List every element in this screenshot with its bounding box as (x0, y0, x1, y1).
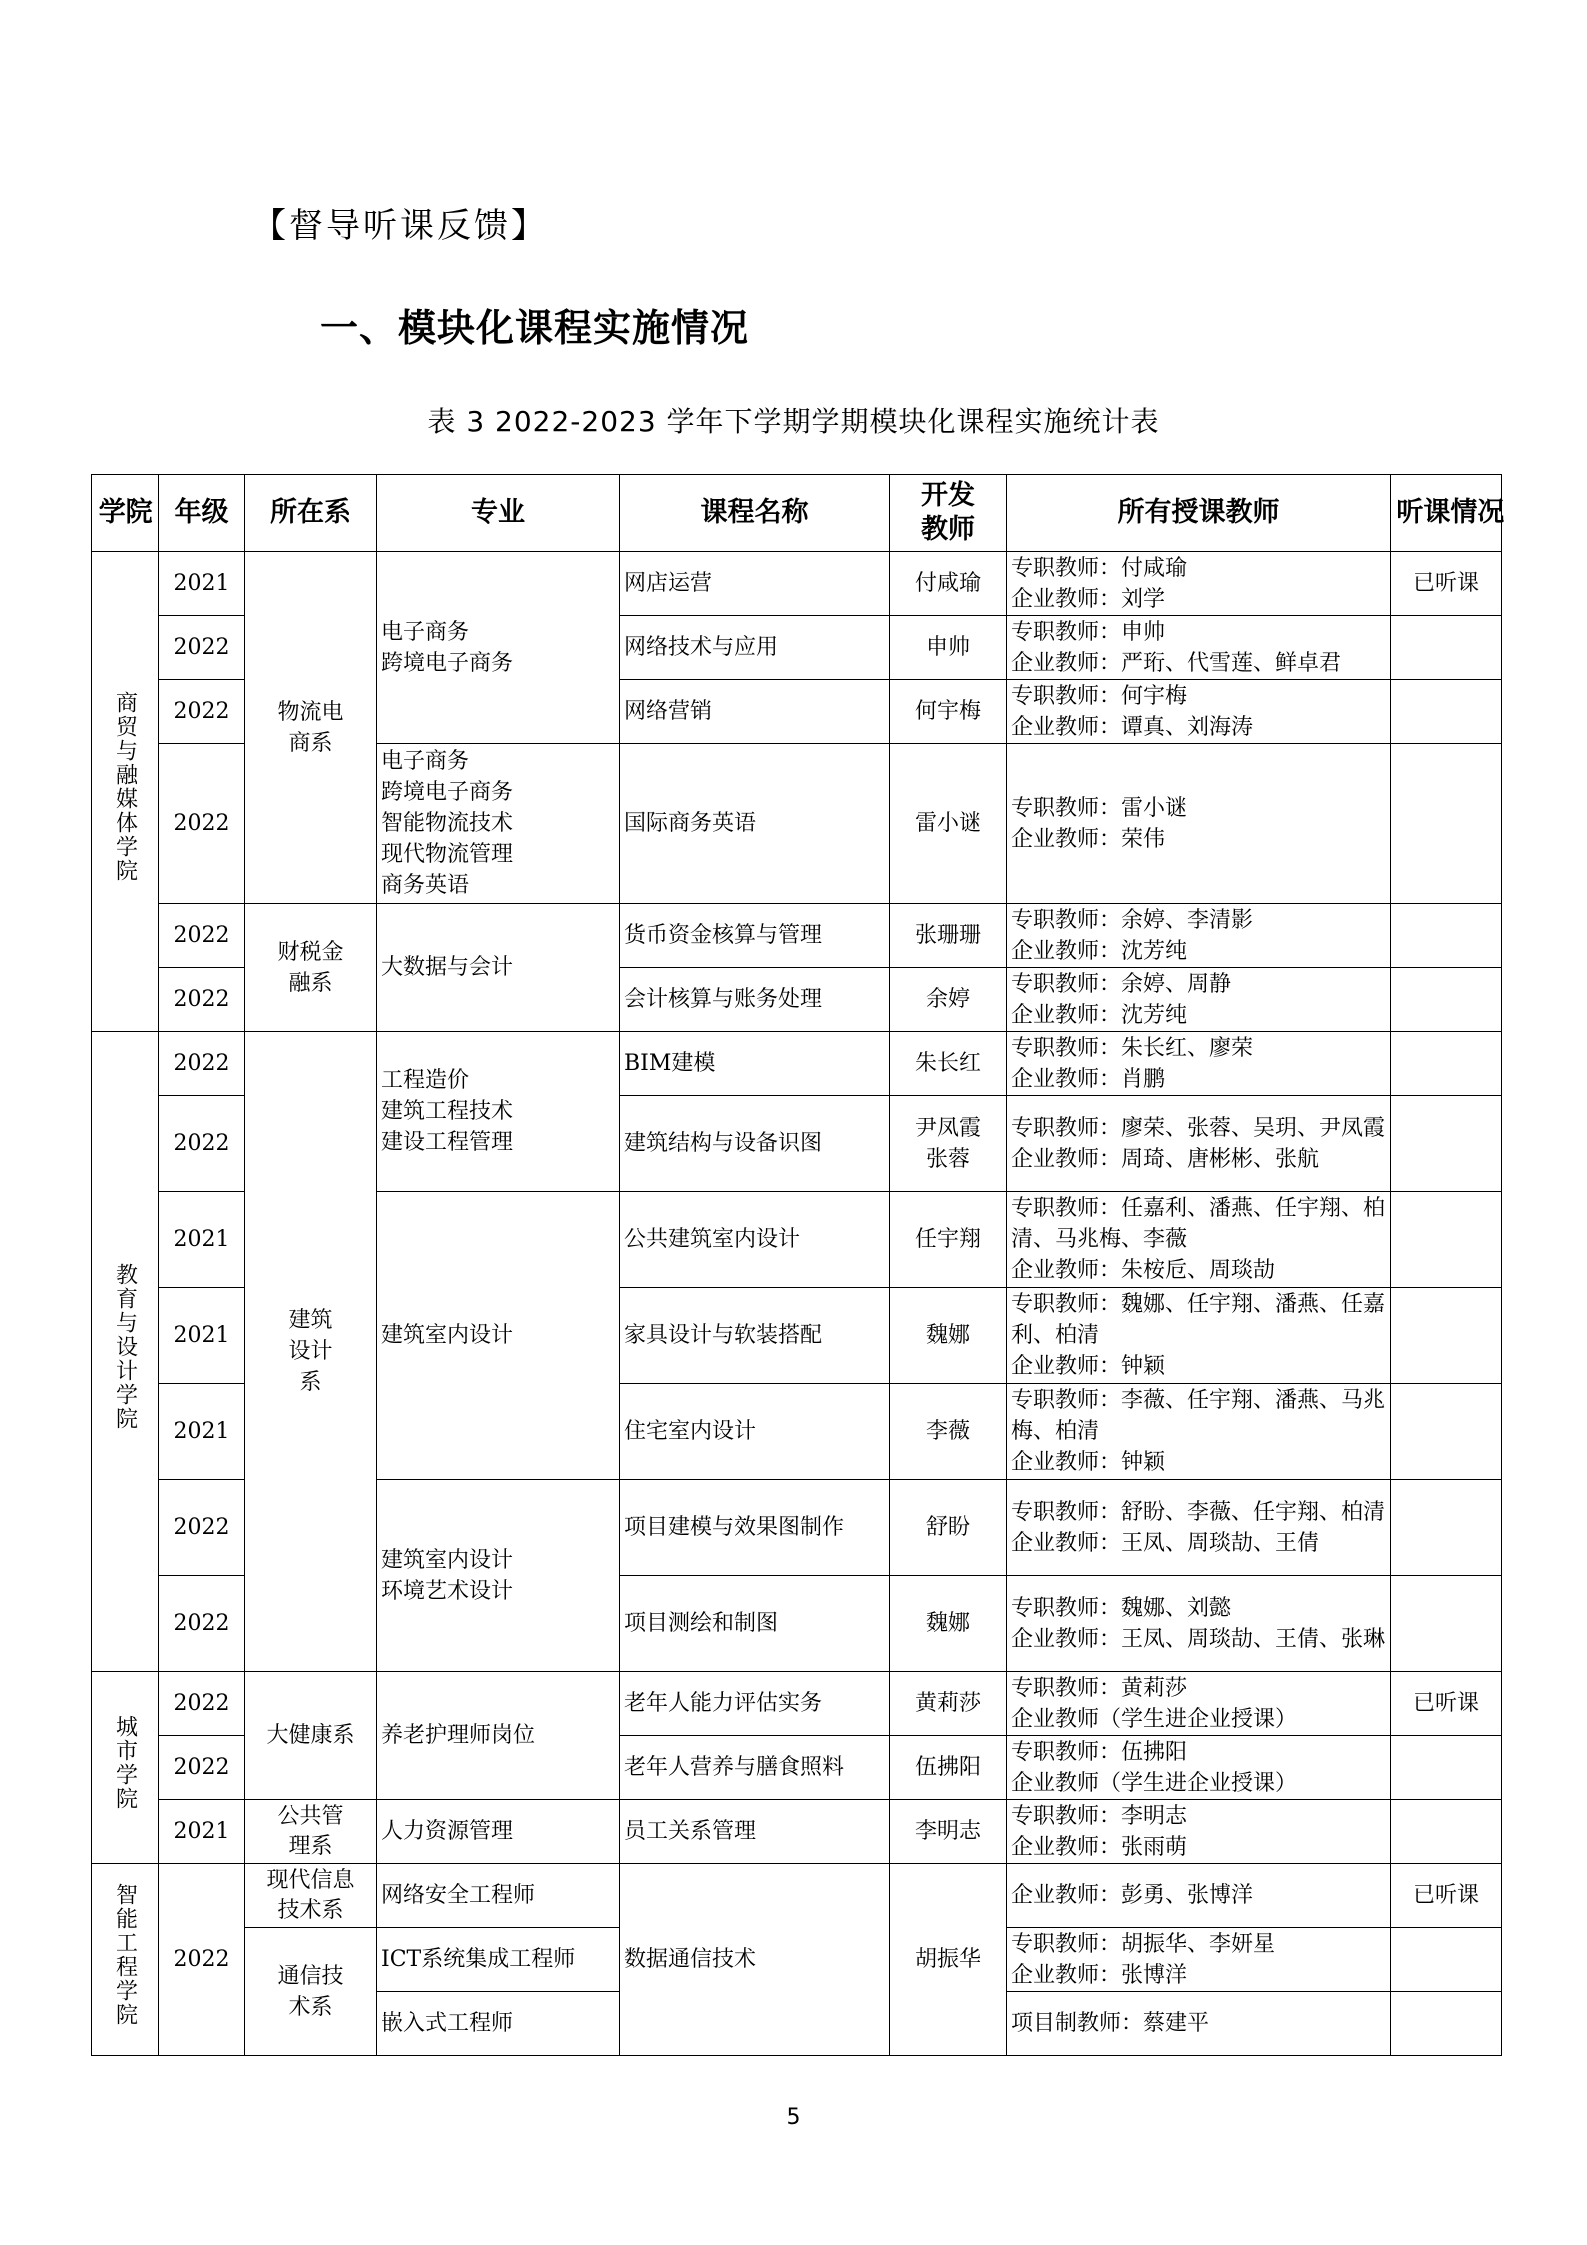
cell-line: 工程造价 (381, 1068, 470, 1093)
cell-line: 建设工程管理 (381, 1130, 514, 1155)
cell-line: 专职教师：李薇、任宇翔、潘燕、马兆梅、柏清 (1011, 1388, 1386, 1444)
cell-line: 网络安全工程师 (381, 1883, 536, 1908)
cell-line: 养老护理师岗位 (381, 1723, 536, 1748)
cell-line: 企业教师：钟颖 (1011, 1354, 1166, 1379)
cell-line: 专职教师：朱长红、廖荣 (1011, 1035, 1254, 1061)
status-cell (1391, 1928, 1502, 1992)
major-cell (377, 1032, 620, 1192)
cell-line: 专职教师：魏娜、任宇翔、潘燕、任嘉利、柏清 (1011, 1292, 1386, 1348)
cell-line: 专职教师：付咸瑜 (1011, 555, 1188, 581)
status-cell (1391, 968, 1502, 1032)
developer-cell: 魏娜 (890, 1576, 1007, 1672)
status-cell (1391, 1032, 1502, 1096)
developer-cell: 伍拂阳 (890, 1736, 1007, 1800)
status-cell (1391, 1736, 1502, 1800)
cell-line: 专职教师：何宇梅 (1011, 683, 1188, 709)
developer-cell: 李薇 (890, 1384, 1007, 1480)
developer-cell: 李明志 (890, 1800, 1007, 1864)
major-cell (377, 744, 620, 904)
college-cell: 商贸与融媒体学院 (92, 552, 159, 1032)
course-cell: 员工关系管理 (620, 1800, 890, 1864)
cell-line: 企业教师：彭勇、张博洋 (1011, 1883, 1254, 1908)
header-major: 专业 (377, 475, 620, 552)
status-cell (1391, 680, 1502, 744)
header-developer: 开发教师 (890, 475, 1007, 552)
cell-line: 专职教师：廖荣、张蓉、吴玥、尹凤霞 (1011, 1115, 1386, 1141)
table-row (92, 1032, 1502, 1096)
developer-cell: 黄莉莎 (890, 1672, 1007, 1736)
grade-cell: 2022 (159, 1096, 245, 1192)
cell-line: 建筑室内设计 (381, 1547, 514, 1573)
grade-cell: 2022 (159, 1480, 245, 1576)
table-row (92, 1800, 1502, 1864)
cell-line: 专职教师：伍拂阳 (1011, 1739, 1188, 1765)
course-cell: 国际商务英语 (620, 744, 890, 904)
grade-cell: 2022 (159, 1864, 245, 2056)
course-cell: BIM建模 (620, 1032, 890, 1096)
course-cell: 老年人能力评估实务 (620, 1672, 890, 1736)
college-cell: 教育与设计学院 (92, 1032, 159, 1672)
cell-line: 专职教师：魏娜、刘懿 (1011, 1595, 1232, 1621)
status-cell (1391, 1576, 1502, 1672)
cell-line: 电子商务 (381, 749, 470, 774)
header-college: 学院 (92, 475, 159, 552)
cell-line: 企业教师：王凤、周琰劼、王倩、张琳 (1011, 1626, 1386, 1652)
developer-cell: 申帅 (890, 616, 1007, 680)
status-cell: 已听课 (1391, 1864, 1502, 1928)
cell-line: 企业教师：钟颖 (1011, 1450, 1166, 1475)
cell-line: 专职教师：李明志 (1011, 1803, 1188, 1829)
course-cell: 数据通信技术 (620, 1864, 890, 2056)
status-cell (1391, 1384, 1502, 1480)
major-cell (377, 1480, 620, 1672)
course-cell: 公共建筑室内设计 (620, 1192, 890, 1288)
page-number: 5 (786, 2105, 801, 2130)
developer-cell: 余婷 (890, 968, 1007, 1032)
status-cell (1391, 1288, 1502, 1384)
status-cell (1391, 1480, 1502, 1576)
grade-cell: 2022 (159, 1576, 245, 1672)
teachers-cell (1007, 904, 1391, 968)
grade-cell: 2022 (159, 1032, 245, 1096)
status-cell (1391, 616, 1502, 680)
table-row (92, 552, 1502, 616)
cell-line: 环境艺术设计 (381, 1578, 514, 1604)
cell-line: 智能物流技术 (381, 811, 514, 836)
course-cell: 住宅室内设计 (620, 1384, 890, 1480)
cell-line: 专职教师：余婷、李清影 (1011, 907, 1254, 933)
grade-cell: 2021 (159, 1800, 245, 1864)
cell-line: 企业教师：王凤、周琰劼、王倩 (1011, 1530, 1320, 1556)
course-cell: 项目测绘和制图 (620, 1576, 890, 1672)
status-cell (1391, 1096, 1502, 1192)
course-cell: 网店运营 (620, 552, 890, 616)
grade-cell: 2021 (159, 1384, 245, 1480)
cell-line: 企业教师：朱桉卮、周琰劼 (1011, 1258, 1276, 1283)
status-cell (1391, 1192, 1502, 1288)
teachers-cell (1007, 1288, 1391, 1384)
cell-line: 企业教师：张博洋 (1011, 1962, 1188, 1988)
section-heading: 一、模块化课程实施情况 (320, 306, 750, 350)
teachers-cell (1007, 1928, 1391, 1992)
cell-line: 专职教师：申帅 (1011, 619, 1166, 645)
table-row (92, 1672, 1502, 1736)
cell-line: 专职教师：胡振华、李妍星 (1011, 1931, 1276, 1957)
header-course: 课程名称 (620, 475, 890, 552)
cell-line: 大数据与会计 (381, 955, 514, 980)
cell-line: ICT系统集成工程师 (381, 1947, 576, 1972)
developer-cell: 舒盼 (890, 1480, 1007, 1576)
table-caption: 表 3 2022-2023 学年下学期学期模块化课程实施统计表 (427, 405, 1160, 438)
teachers-cell (1007, 680, 1391, 744)
teachers-cell (1007, 1992, 1391, 2056)
cell-line: 建筑室内设计 (381, 1323, 514, 1348)
grade-cell: 2021 (159, 1192, 245, 1288)
status-cell (1391, 1992, 1502, 2056)
grade-cell: 2022 (159, 680, 245, 744)
course-cell: 会计核算与账务处理 (620, 968, 890, 1032)
course-cell: 网络技术与应用 (620, 616, 890, 680)
course-cell: 货币资金核算与管理 (620, 904, 890, 968)
header-row (92, 475, 1502, 552)
developer-cell: 张珊珊 (890, 904, 1007, 968)
developer-cell: 任宇翔 (890, 1192, 1007, 1288)
cell-line: 企业教师：刘学 (1011, 586, 1166, 612)
status-cell: 已听课 (1391, 1672, 1502, 1736)
header-grade: 年级 (159, 475, 245, 552)
teachers-cell (1007, 1096, 1391, 1192)
teachers-cell (1007, 1576, 1391, 1672)
teachers-cell (1007, 1192, 1391, 1288)
developer-cell: 雷小谜 (890, 744, 1007, 904)
cell-line: 企业教师（学生进企业授课） (1011, 1770, 1298, 1796)
cell-line: 嵌入式工程师 (381, 2011, 514, 2036)
grade-cell: 2022 (159, 968, 245, 1032)
major-cell (377, 1864, 620, 1928)
teachers-cell (1007, 1480, 1391, 1576)
cell-line: 企业教师：沈芳纯 (1011, 1002, 1188, 1028)
grade-cell: 2022 (159, 904, 245, 968)
developer-cell: 尹凤霞 张蓉 (890, 1096, 1007, 1192)
course-cell: 项目建模与效果图制作 (620, 1480, 890, 1576)
cell-line: 现代物流管理 (381, 842, 514, 867)
developer-cell: 付咸瑜 (890, 552, 1007, 616)
cell-line: 企业教师：荣伟 (1011, 826, 1166, 852)
grade-cell: 2021 (159, 552, 245, 616)
cell-line: 专职教师：任嘉利、潘燕、任宇翔、柏清、马兆梅、李薇 (1011, 1196, 1386, 1252)
dept-cell: 现代信息技术系 (245, 1864, 377, 1928)
course-cell: 老年人营养与膳食照料 (620, 1736, 890, 1800)
major-cell (377, 552, 620, 744)
table-row (92, 904, 1502, 968)
status-cell (1391, 1800, 1502, 1864)
status-cell (1391, 744, 1502, 904)
dept-cell: 公共管理系 (245, 1800, 377, 1864)
cell-line: 项目制教师：蔡建平 (1011, 2011, 1210, 2036)
teachers-cell (1007, 1032, 1391, 1096)
cell-line: 专职教师：雷小谜 (1011, 795, 1188, 821)
course-cell: 网络营销 (620, 680, 890, 744)
course-stats-table (91, 474, 1505, 2056)
developer-cell: 魏娜 (890, 1288, 1007, 1384)
cell-line: 企业教师：肖鹏 (1011, 1066, 1166, 1092)
cell-line: 电子商务 (381, 619, 470, 645)
cell-line: 企业教师：周琦、唐彬彬、张航 (1011, 1146, 1320, 1172)
cell-line: 专职教师：黄莉莎 (1011, 1675, 1188, 1701)
status-cell (1391, 904, 1502, 968)
grade-cell: 2022 (159, 744, 245, 904)
cell-line: 企业教师：沈芳纯 (1011, 938, 1188, 964)
cell-line: 专职教师：余婷、周静 (1011, 971, 1232, 997)
section-tag: 【督导听课反馈】 (252, 206, 548, 246)
teachers-cell (1007, 1736, 1391, 1800)
major-cell (377, 1800, 620, 1864)
course-cell: 家具设计与软装搭配 (620, 1288, 890, 1384)
teachers-cell (1007, 744, 1391, 904)
developer-cell: 朱长红 (890, 1032, 1007, 1096)
dept-cell: 财税金融系 (245, 904, 377, 1032)
cell-line: 建筑工程技术 (381, 1099, 514, 1124)
grade-cell: 2021 (159, 1288, 245, 1384)
teachers-cell (1007, 1672, 1391, 1736)
grade-cell: 2022 (159, 616, 245, 680)
cell-line: 企业教师：谭真、刘海涛 (1011, 714, 1254, 740)
teachers-cell (1007, 1384, 1391, 1480)
status-cell: 已听课 (1391, 552, 1502, 616)
dept-cell: 物流电商系 (245, 552, 377, 904)
cell-line: 跨境电子商务 (381, 650, 514, 676)
dept-cell: 通信技术系 (245, 1928, 377, 2056)
dept-cell: 建筑设计系 (245, 1032, 377, 1672)
college-cell: 城市学院 (92, 1672, 159, 1864)
table-row (92, 1864, 1502, 1928)
cell-line: 企业教师：严珩、代雪莲、鲜卓君 (1011, 650, 1342, 676)
grade-cell: 2022 (159, 1672, 245, 1736)
cell-line: 商务英语 (381, 873, 470, 898)
developer-cell: 何宇梅 (890, 680, 1007, 744)
cell-line: 人力资源管理 (381, 1819, 514, 1844)
header-status: 听课情况 (1391, 475, 1502, 552)
teachers-cell (1007, 552, 1391, 616)
header-teachers: 所有授课教师 (1007, 475, 1391, 552)
major-cell (377, 1992, 620, 2056)
cell-line: 企业教师（学生进企业授课） (1011, 1706, 1298, 1732)
major-cell (377, 904, 620, 1032)
teachers-cell (1007, 616, 1391, 680)
cell-line: 跨境电子商务 (381, 780, 514, 805)
major-cell (377, 1928, 620, 1992)
dept-cell: 大健康系 (245, 1672, 377, 1800)
major-cell (377, 1192, 620, 1480)
grade-cell: 2022 (159, 1736, 245, 1800)
college-cell: 智能工程学院 (92, 1864, 159, 2056)
developer-cell: 胡振华 (890, 1864, 1007, 2056)
course-cell: 建筑结构与设备识图 (620, 1096, 890, 1192)
teachers-cell (1007, 1864, 1391, 1928)
cell-line: 企业教师：张雨萌 (1011, 1834, 1188, 1860)
cell-line: 专职教师：舒盼、李薇、任宇翔、柏清 (1011, 1499, 1386, 1525)
header-dept: 所在系 (245, 475, 377, 552)
teachers-cell (1007, 1800, 1391, 1864)
major-cell (377, 1672, 620, 1800)
teachers-cell (1007, 968, 1391, 1032)
